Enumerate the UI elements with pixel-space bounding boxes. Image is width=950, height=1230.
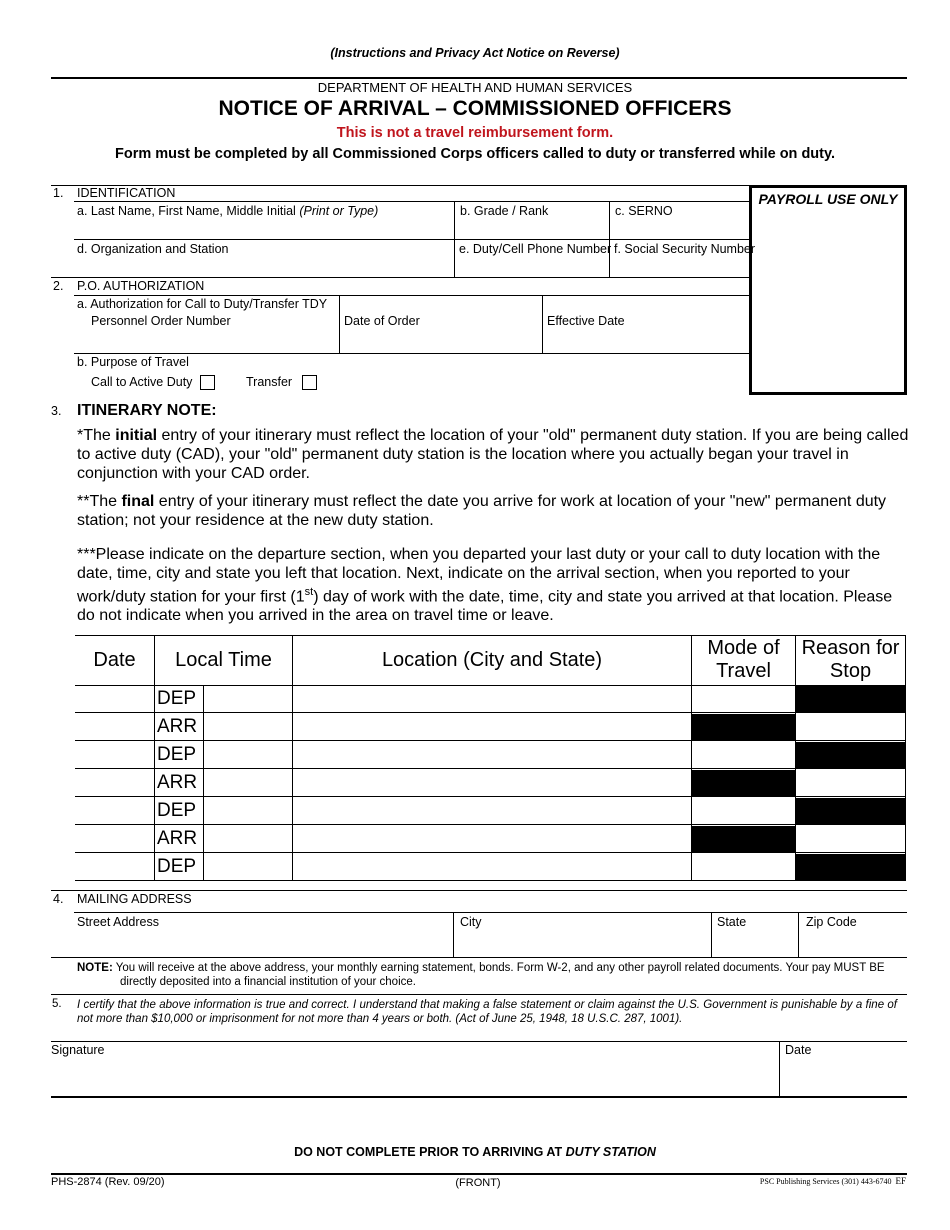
phone-field[interactable] [455,256,609,277]
itinerary-type-label: ARR [157,772,198,793]
effective-date-label: Effective Date [547,314,625,328]
itinerary-location-field[interactable] [293,686,691,712]
itinerary-location-field[interactable] [293,742,691,768]
zip-code-field[interactable] [799,930,906,956]
transfer-checkbox[interactable] [302,375,317,390]
itinerary-type-label: DEP [157,688,197,709]
instructions-note: (Instructions and Privacy Act Notice on Reverse) [330,46,620,60]
phone-label: e. Duty/Cell Phone Number [459,242,612,256]
certification-statement: I certify that the above information is true and correct. I understand that making a false statement or claim against the U.S. Government is punishable by a fine of not more than $10,000 or imprisonment for not more than 4 years or both. (Act of June 25, 1948, 18 U.S.C. 287, 1001). [77,999,897,1025]
department-name: DEPARTMENT OF HEALTH AND HUMAN SERVICES [317,80,633,95]
itinerary-date-field[interactable] [76,854,154,880]
signature-field[interactable] [51,1058,779,1096]
state-field[interactable] [712,930,798,956]
ssn-field[interactable] [610,256,749,277]
itinerary-date-field[interactable] [76,798,154,824]
publisher-info: PSC Publishing Services (301) 443-6740 EF [759,1176,906,1186]
call-to-active-duty-checkbox[interactable] [200,375,215,390]
itinerary-location-field[interactable] [293,798,691,824]
organization-field[interactable] [75,256,454,277]
order-number-field[interactable] [75,330,339,352]
reason-shaded-cell [796,742,906,769]
itinerary-location-field[interactable] [293,826,691,852]
signature-label: Signature [51,1043,105,1057]
purpose-label: b. Purpose of Travel [77,355,189,369]
itinerary-time-field[interactable] [204,686,292,712]
mode-shaded-cell [692,714,796,741]
warning-text: This is not a travel reimbursement form. [336,125,614,141]
itinerary-date-field[interactable] [76,826,154,852]
itinerary-note-initial: *The initial entry of your itinerary must reflect the location of your "old" permanent duty station. If you are being called to active duty (CAD), your "old" permanent duty station is the location where you actually began your travel in conjunction with your CAD order. [77,427,909,482]
completion-instruction: Form must be completed by all Commissioned Corps officers called to duty or transferred while on duty. [114,146,836,162]
section-5-number: 5. [52,998,62,1010]
column-local-time: Local Time [175,649,272,671]
organization-label: d. Organization and Station [77,242,229,256]
payroll-use-label: PAYROLL USE ONLY [758,191,898,207]
itinerary-type-label: ARR [157,716,198,737]
reason-shaded-cell [796,854,906,881]
section-4-heading: MAILING ADDRESS [77,892,192,906]
name-field[interactable] [75,218,454,239]
itinerary-mode-field[interactable] [692,742,795,768]
itinerary-time-field[interactable] [204,770,292,796]
itinerary-location-field[interactable] [293,714,691,740]
form-title: NOTICE OF ARRIVAL – COMMISSIONED OFFICERS [218,97,732,120]
itinerary-mode-field[interactable] [692,798,795,824]
reason-shaded-cell [796,798,906,825]
city-label: City [460,915,482,929]
itinerary-time-field[interactable] [204,742,292,768]
itinerary-time-field[interactable] [204,826,292,852]
effective-date-field[interactable] [543,330,749,352]
date-of-order-label: Date of Order [344,314,420,328]
column-date: Date [93,649,136,671]
itinerary-mode-field[interactable] [692,854,795,880]
payroll-use-box [749,185,907,395]
itinerary-type-label: DEP [157,800,197,821]
bottom-instruction: DO NOT COMPLETE PRIOR TO ARRIVING AT DUTY STATION [294,1145,656,1159]
ssn-label: f. Social Security Number [614,242,756,256]
date-of-order-field[interactable] [340,330,542,352]
page-side: (FRONT) [455,1177,501,1189]
column-reason-for-stop: Reason for Stop [801,637,900,682]
mode-shaded-cell [692,826,796,853]
street-address-label: Street Address [77,915,159,929]
city-field[interactable] [454,930,711,956]
section-2-heading: P.O. AUTHORIZATION [77,279,205,293]
column-mode-of-travel: Mode of Travel [707,637,780,682]
itinerary-date-field[interactable] [76,770,154,796]
street-address-field[interactable] [75,930,453,956]
section-1-heading: IDENTIFICATION [77,186,176,200]
signature-date-field[interactable] [780,1058,906,1096]
column-location: Location (City and State) [381,649,603,671]
itinerary-location-field[interactable] [293,854,691,880]
mode-shaded-cell [692,770,796,797]
itinerary-location-field[interactable] [293,770,691,796]
itinerary-reason-field[interactable] [796,714,905,740]
serno-field[interactable] [610,218,749,239]
itinerary-type-label: ARR [157,828,198,849]
name-label: a. Last Name, First Name, Middle Initial (Print or Type) [77,204,379,218]
grade-field[interactable] [455,218,609,239]
itinerary-mode-field[interactable] [692,686,795,712]
section-4-number: 4. [53,892,64,906]
itinerary-reason-field[interactable] [796,770,905,796]
grade-label: b. Grade / Rank [460,204,549,218]
zip-code-label: Zip Code [806,915,857,929]
mailing-note: NOTE: You will receive at the above address, your monthly earning statement, bonds. Form W-2, and any other payroll related documents. Your pay MUST BE directly deposited into a financial institution of your choice. [77,962,885,988]
itinerary-time-field[interactable] [204,798,292,824]
itinerary-date-field[interactable] [76,742,154,768]
signature-date-label: Date [785,1043,812,1057]
header-rule [51,77,907,79]
form-number: PHS-2874 (Rev. 09/20) [51,1176,165,1188]
section-1-number: 1. [53,186,64,200]
serno-label: c. SERNO [615,204,673,218]
section-3-number: 3. [51,404,62,418]
itinerary-date-field[interactable] [76,714,154,740]
state-label: State [717,915,747,929]
order-number-label: Personnel Order Number [91,314,231,328]
itinerary-time-field[interactable] [204,714,292,740]
itinerary-date-field[interactable] [76,686,154,712]
reason-shaded-cell [796,686,906,713]
itinerary-note-final: **The final entry of your itinerary must reflect the date you arrive for work at location of your "new" permanent duty station; not your residence at the new duty station. [77,493,887,529]
itinerary-time-field[interactable] [204,854,292,880]
section-2-number: 2. [53,279,64,293]
itinerary-type-label: DEP [157,856,197,877]
authorization-label: a. Authorization for Call to Duty/Transfer TDY [77,297,328,311]
call-to-active-duty-label: Call to Active Duty [91,375,193,389]
transfer-label: Transfer [246,375,293,389]
itinerary-heading: ITINERARY NOTE: [77,402,217,419]
itinerary-reason-field[interactable] [796,826,905,852]
itinerary-note-departure: ***Please indicate on the departure section, when you departed your last duty or your call to duty location with the date, time, city and state you left that location. Next, indicate on the arrival section, when you reported to your work/duty station for your first (1st) day of work with the date, time, city and state you arrived at that location. Please do not indicate when you arrived in the area on travel time or leave. [77,546,893,625]
itinerary-type-label: DEP [157,744,197,765]
